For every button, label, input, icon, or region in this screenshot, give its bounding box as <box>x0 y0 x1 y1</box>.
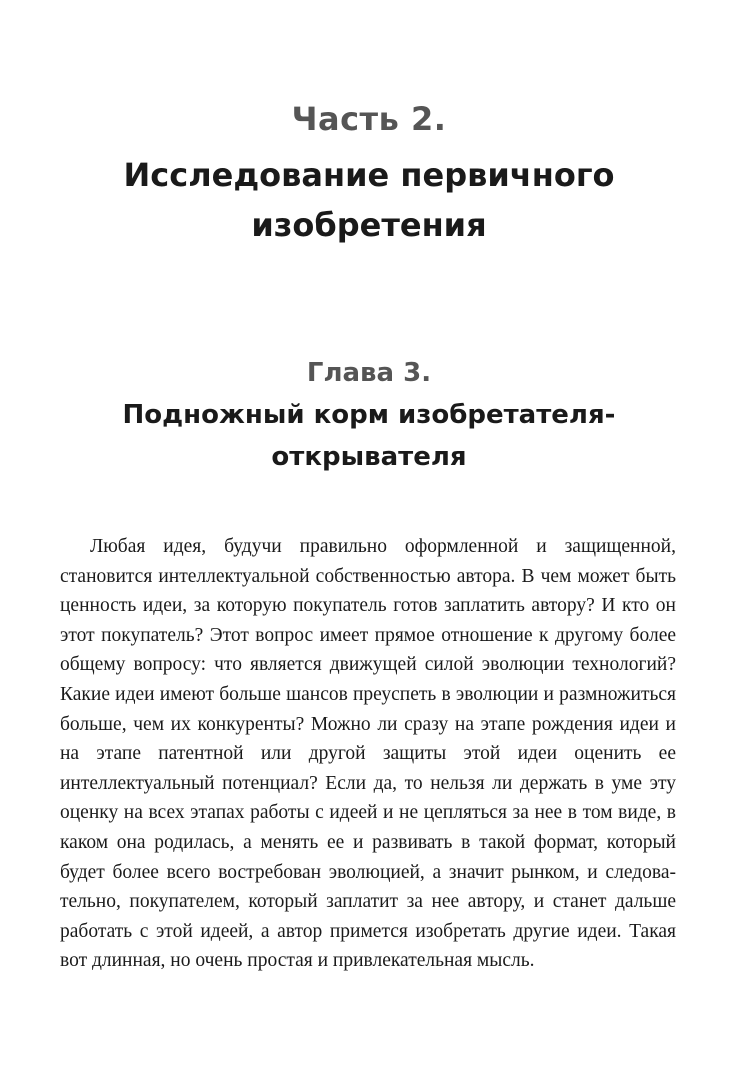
chapter-label: Глава 3. <box>306 358 432 388</box>
part-title: Исследование первичного изобретения <box>123 156 615 244</box>
body-paragraph: Любая идея, будучи правильно оформленной и защищенной, становится интеллектуальной собственностью автора. В чем может быть ценность идеи, за которую покупатель готов заплатить автору? И кто он этот покупатель? Этот вопрос имеет прямое отношение к другому более общему вопросу: что является движущей силой эволюции технологий? Какие идеи имеют больше шансов преуспеть в эволюции и размножиться больше, чем их конкуренты? Можно ли сразу на этапе рождения идеи и на этапе патентной или другой защиты этой идеи оценить ее интеллектуальный потенциал? Если да, то нельзя ли держать в уме эту оценку на всех этапах работы с идеей и не цепляться за нее в том виде, в каком она родилась, а менять ее и развивать в такой формат, который будет более всего востребован эволюцией, а значит рынком, и следовательно, покупателем, который заплатит за нее автору, и станет дальше работать с этой идеей, а автор примется изобретать другие идеи. Такая вот длинная, но очень простая и привлекательная мысль. <box>60 536 676 972</box>
part-label: Часть 2. <box>291 100 447 138</box>
chapter-title: Подножный корм изобретателя-открывателя <box>122 400 616 472</box>
